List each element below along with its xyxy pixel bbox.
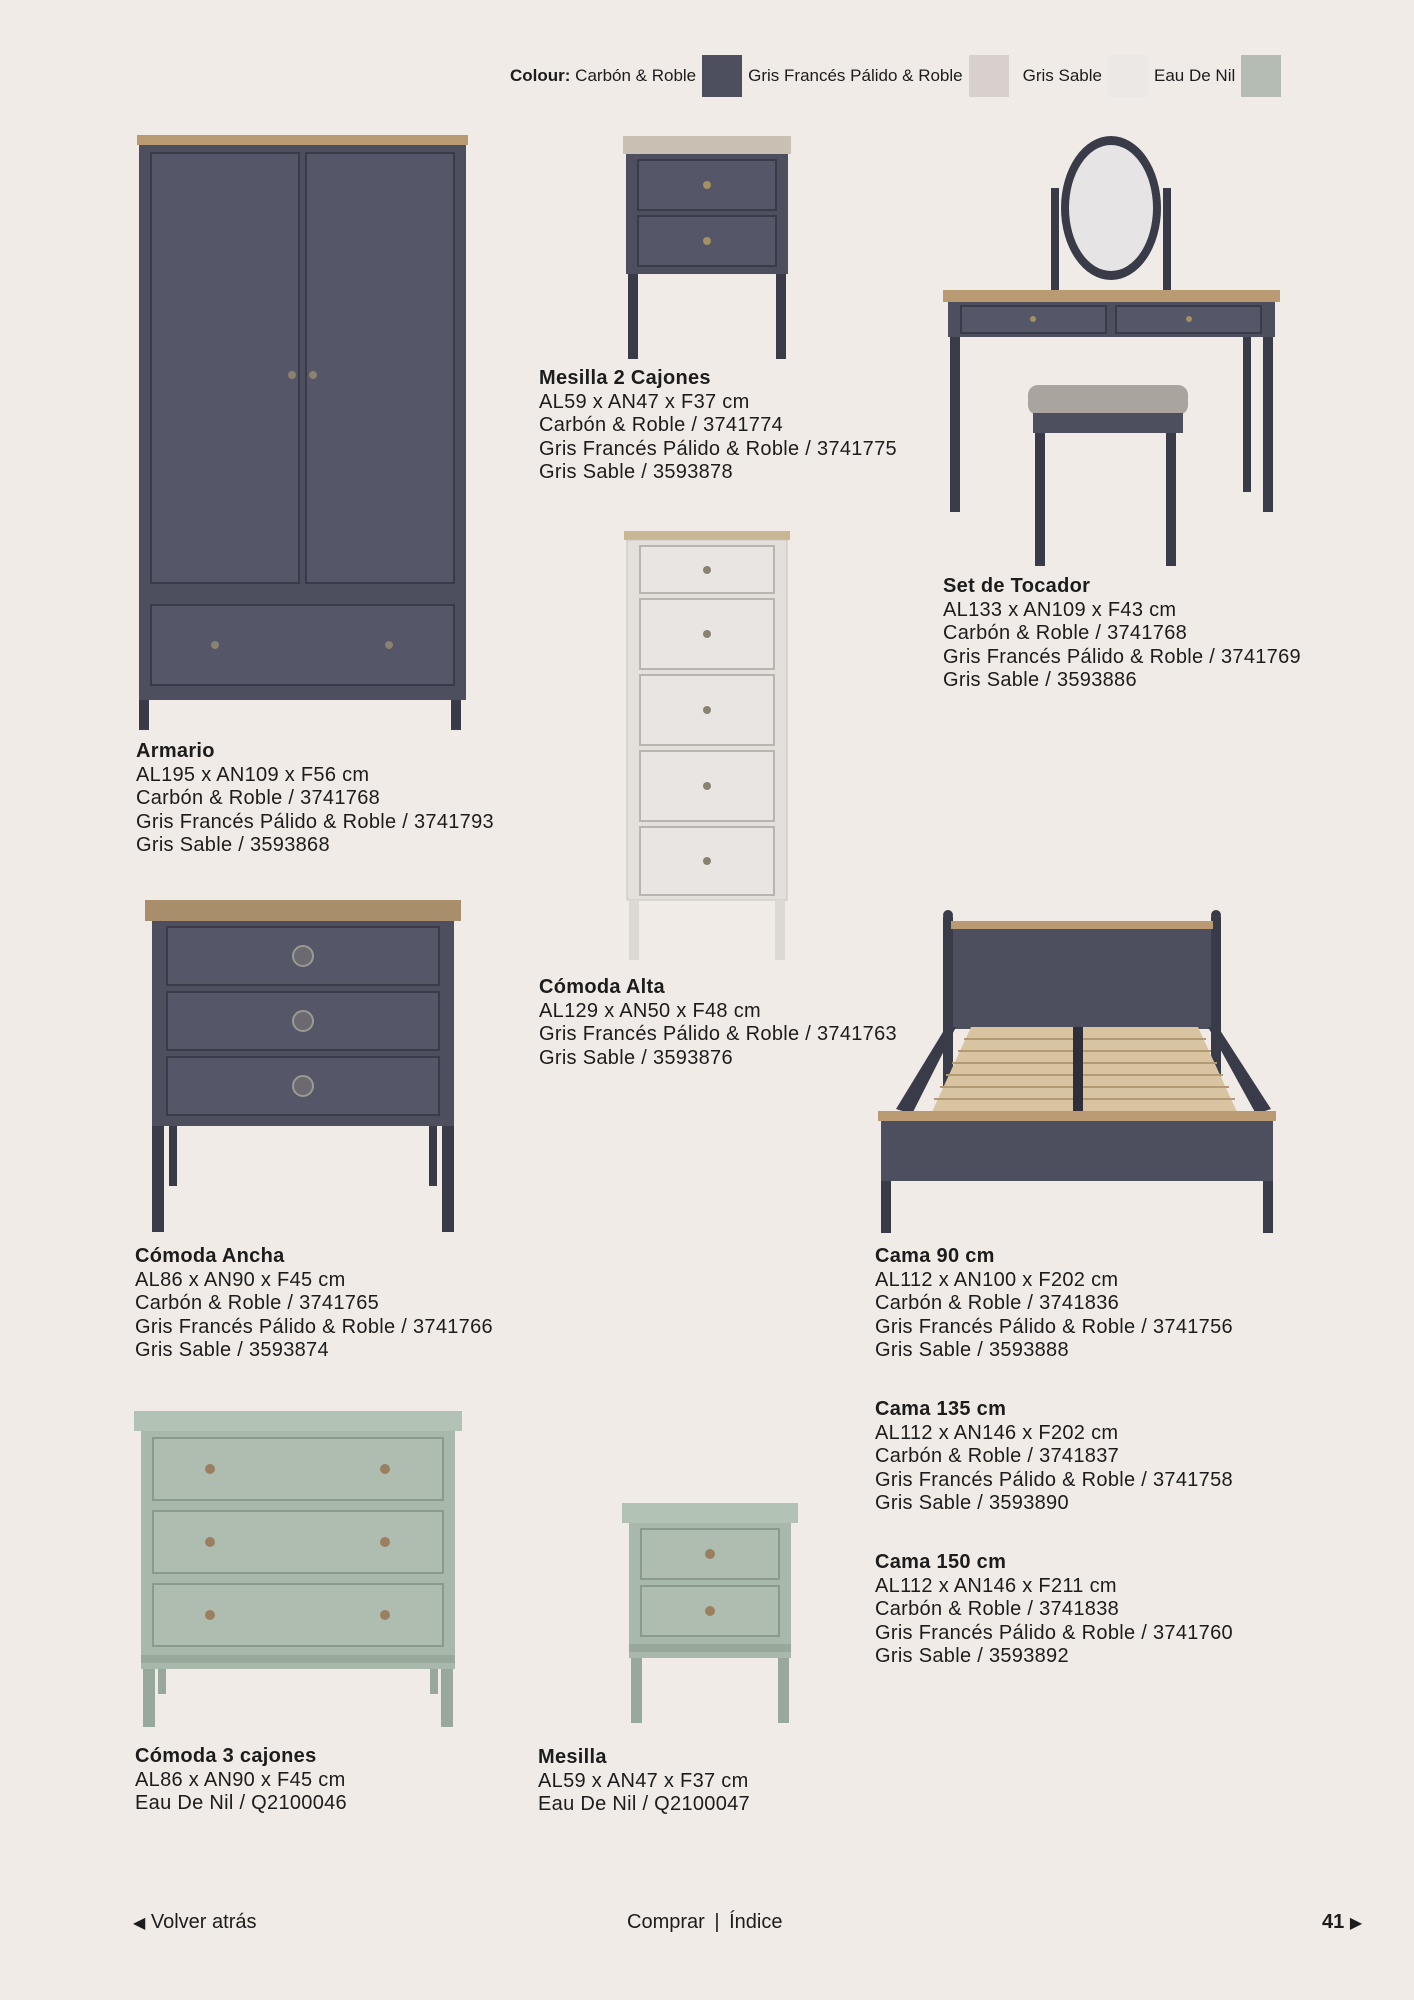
swatch-label-gris-frances: Gris Francés Pálido & Roble (748, 66, 963, 85)
product-dimensions: AL86 x AN90 x F45 cm (135, 1268, 346, 1291)
product-dimensions: AL129 x AN50 x F48 cm (539, 999, 761, 1022)
nightstand-charcoal-image (622, 135, 792, 360)
tall-chest-image (623, 531, 793, 961)
product-variant: Gris Sable / 3593890 (875, 1492, 1069, 1514)
product-variant: Eau De Nil / Q2100047 (538, 1793, 750, 1815)
product-name: Cómoda 3 cajones (135, 1745, 317, 1767)
product-dimensions: AL59 x AN47 x F37 cm (539, 390, 750, 413)
product-variant: Gris Francés Pálido & Roble / 3741769 (943, 645, 1301, 668)
product-dimensions: AL59 x AN47 x F37 cm (538, 1769, 749, 1792)
product-name: Cama 90 cm (875, 1245, 995, 1267)
product-comoda-ancha (135, 1245, 493, 1363)
product-name: Armario (136, 740, 215, 762)
product-variant: Carbón & Roble / 3741774 (539, 414, 784, 436)
product-dimensions: AL112 x AN146 x F211 cm (875, 1574, 1117, 1597)
product-cama-150 (875, 1551, 1233, 1669)
product-variant: Gris Sable / 3593886 (943, 669, 1137, 691)
three-drawer-chest-image (133, 1410, 463, 1728)
product-cama-135 (875, 1398, 1233, 1516)
product-comoda-alta (539, 976, 897, 1070)
product-variant: Carbón & Roble / 3741768 (136, 787, 381, 809)
page-number: 41 (1322, 1911, 1345, 1933)
product-dimensions: AL133 x AN109 x F43 cm (943, 598, 1177, 621)
product-variant: Gris Francés Pálido & Roble / 3741756 (875, 1315, 1233, 1338)
product-variant: Carbón & Roble / 3741837 (875, 1445, 1120, 1467)
product-dimensions: AL195 x AN109 x F56 cm (136, 763, 370, 786)
product-variant: Gris Sable / 3593868 (136, 834, 330, 856)
product-variant: Gris Francés Pálido & Roble / 3741758 (875, 1468, 1233, 1491)
product-name: Cómoda Alta (539, 976, 665, 998)
triangle-right-icon: ▶ (1349, 1915, 1363, 1932)
product-variant: Gris Francés Pálido & Roble / 3741793 (136, 810, 494, 833)
product-dimensions: AL112 x AN100 x F202 cm (875, 1268, 1119, 1291)
product-name: Cama 150 cm (875, 1551, 1007, 1573)
product-comoda-3-cajones (135, 1745, 347, 1816)
product-armario (136, 740, 494, 858)
vanity-set-image (943, 133, 1283, 568)
product-variant: Gris Sable / 3593888 (875, 1339, 1069, 1361)
swatch-label-eau-de-nil: Eau De Nil (1154, 66, 1236, 85)
product-dimensions: AL112 x AN146 x F202 cm (875, 1421, 1119, 1444)
colour-legend-label: Colour: Carbón & Roble (510, 66, 697, 85)
product-name: Mesilla (538, 1746, 607, 1768)
colour-legend (510, 55, 1281, 97)
nav-separator: | (714, 1911, 720, 1933)
wide-chest-image (144, 899, 464, 1234)
triangle-left-icon: ◀ (133, 1915, 146, 1932)
product-name: Cómoda Ancha (135, 1245, 285, 1267)
product-name: Mesilla 2 Cajones (539, 367, 711, 389)
product-mesilla-2-cajones (539, 367, 897, 485)
bed-image (876, 909, 1278, 1235)
back-label: Volver atrás (150, 1911, 257, 1933)
product-name: Set de Tocador (943, 575, 1091, 597)
back-link[interactable] (133, 1911, 256, 1934)
product-variant: Gris Sable / 3593876 (539, 1046, 733, 1069)
product-variant: Gris Sable / 3593892 (875, 1645, 1069, 1667)
product-variant: Gris Francés Pálido & Roble / 3741760 (875, 1621, 1233, 1644)
buy-link[interactable]: Comprar (627, 1911, 705, 1933)
index-link[interactable]: Índice (729, 1911, 783, 1933)
product-variant: Gris Francés Pálido & Roble / 3741763 (539, 1023, 897, 1045)
product-variant: Carbón & Roble / 3741768 (943, 622, 1188, 644)
product-dimensions: AL86 x AN90 x F45 cm (135, 1768, 346, 1791)
product-variant: Eau De Nil / Q2100046 (135, 1792, 347, 1814)
product-name: Cama 135 cm (875, 1398, 1007, 1420)
footer-nav (627, 1911, 783, 1934)
wardrobe-image (135, 133, 470, 733)
next-page-link[interactable] (1322, 1911, 1362, 1934)
product-variant: Gris Francés Pálido & Roble / 3741775 (539, 437, 897, 460)
swatch-carbon-roble (702, 55, 742, 97)
product-variant: Carbón & Roble / 3741836 (875, 1292, 1120, 1314)
product-variant: Carbón & Roble / 3741838 (875, 1598, 1120, 1620)
nightstand-eau-de-nil-image (621, 1502, 801, 1724)
product-variant: Gris Sable / 3593878 (539, 461, 733, 483)
swatch-label-gris-sable: Gris Sable (1022, 66, 1102, 85)
product-variant: Carbón & Roble / 3741765 (135, 1292, 380, 1314)
swatch-gris-frances (969, 55, 1009, 97)
product-variant: Gris Sable / 3593874 (135, 1339, 329, 1361)
product-cama-90 (875, 1245, 1233, 1363)
swatch-gris-sable (1108, 55, 1148, 97)
product-mesilla (538, 1746, 750, 1817)
product-set-tocador (943, 575, 1301, 693)
product-variant: Gris Francés Pálido & Roble / 3741766 (135, 1315, 493, 1338)
swatch-eau-de-nil (1241, 55, 1281, 97)
